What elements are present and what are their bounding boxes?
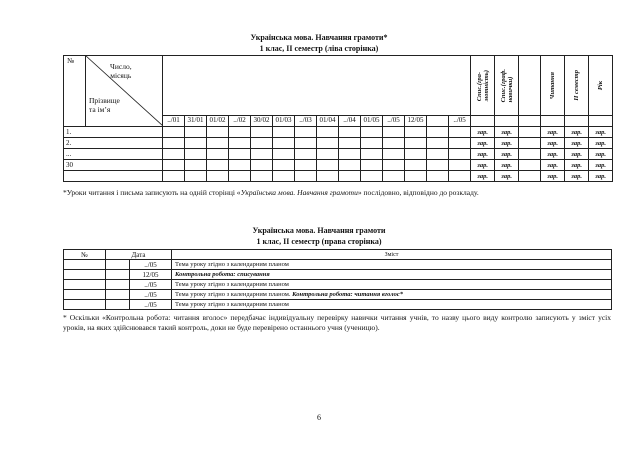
row-number: ... — [64, 149, 163, 160]
summary-cell: зар. — [589, 127, 613, 138]
summary-cell: зар. — [589, 160, 613, 171]
grades-table — [63, 55, 613, 182]
header-diagonal-cell — [86, 56, 163, 127]
grade-cell — [405, 171, 427, 182]
summary-cell — [519, 149, 541, 160]
grade-cell — [251, 138, 273, 149]
table-row — [64, 127, 613, 138]
grade-cell — [383, 149, 405, 160]
header-number-month: Число, місяць — [110, 62, 132, 80]
date-header-empty — [541, 115, 565, 126]
grade-cell — [449, 149, 471, 160]
summary-cell: зар. — [565, 138, 589, 149]
grade-cell — [317, 171, 339, 182]
date-header-cell: ../04 — [339, 115, 361, 126]
row-no-cell — [64, 260, 106, 270]
row-number: 30 — [64, 160, 163, 171]
grade-cell — [163, 171, 185, 182]
grade-cell — [163, 160, 185, 171]
row-number: 1. — [64, 127, 163, 138]
date-header-empty — [519, 115, 541, 126]
summary-cell: зар. — [541, 160, 565, 171]
row-content — [172, 260, 612, 270]
summary-cell: зар. — [471, 138, 495, 149]
date-header-cell: 12/05 — [405, 115, 427, 126]
grade-cell — [405, 138, 427, 149]
grade-cell — [295, 127, 317, 138]
grade-cell — [163, 138, 185, 149]
grade-cell — [383, 171, 405, 182]
row-text: Тема уроку згідно з календарним планом — [175, 280, 289, 288]
header-name: Прізвище та ім’я — [89, 96, 120, 114]
t2-header-content: Зміст — [172, 250, 612, 260]
row-spacer-cell — [106, 290, 130, 300]
summary-cell — [519, 160, 541, 171]
row-no-cell — [64, 270, 106, 280]
list-item — [64, 270, 612, 280]
grade-cell — [185, 149, 207, 160]
row-bold-text: Контрольна робота: списування — [175, 270, 270, 278]
date-header-cell: ../05 — [383, 115, 405, 126]
row-date: 12/05 — [130, 270, 172, 280]
date-header-empty — [589, 115, 613, 126]
grade-cell — [427, 138, 449, 149]
summary-cell: зар. — [495, 171, 519, 182]
grade-cell — [383, 160, 405, 171]
grade-cell — [295, 171, 317, 182]
header-no: № — [64, 56, 86, 127]
row-text: Тема уроку згідно з календарним планом — [175, 300, 289, 308]
summary-cell: зар. — [471, 127, 495, 138]
grade-cell — [405, 149, 427, 160]
t2-header-date: Дата — [106, 250, 172, 260]
grade-cell — [185, 127, 207, 138]
row-content — [172, 300, 612, 310]
grade-cell — [361, 127, 383, 138]
summary-cell — [519, 138, 541, 149]
table-row — [64, 160, 613, 171]
grade-cell — [339, 149, 361, 160]
summary-cell: зар. — [565, 160, 589, 171]
grade-cell — [449, 160, 471, 171]
date-header-cell: 01/02 — [207, 115, 229, 126]
grade-cell — [405, 127, 427, 138]
grade-cell — [273, 127, 295, 138]
grade-cell — [449, 127, 471, 138]
grade-cell — [163, 127, 185, 138]
grade-cell — [339, 160, 361, 171]
grade-cell — [251, 127, 273, 138]
grade-cell — [185, 138, 207, 149]
grade-cell — [449, 138, 471, 149]
date-header-cell: ../01 — [163, 115, 185, 126]
row-content — [172, 270, 612, 280]
list-item — [64, 280, 612, 290]
grade-cell — [273, 171, 295, 182]
row-no-cell — [64, 290, 106, 300]
t2-header-no: № — [64, 250, 106, 260]
row-date: ../05 — [130, 300, 172, 310]
header-empty — [519, 56, 541, 116]
grade-cell — [339, 127, 361, 138]
grade-cell — [229, 138, 251, 149]
grade-cell — [185, 160, 207, 171]
date-header-cell: ../03 — [295, 115, 317, 126]
summary-cell: зар. — [541, 171, 565, 182]
summary-cell: зар. — [589, 138, 613, 149]
list-item — [64, 260, 612, 270]
summary-cell — [519, 127, 541, 138]
row-spacer-cell — [106, 260, 130, 270]
row-spacer-cell — [106, 300, 130, 310]
header-semestr: ІІ семестр — [573, 70, 581, 101]
header-spys-graf: Спис.(граф. навички) — [499, 68, 514, 103]
date-header-cell: 31/01 — [185, 115, 207, 126]
list-item — [64, 300, 612, 310]
grade-cell — [449, 171, 471, 182]
row-date: ../05 — [130, 290, 172, 300]
header-spys: Спис.(гра- мотність) — [475, 69, 490, 102]
page2-title: Українська мова. Навчання грамоти — [252, 226, 386, 235]
content-table — [63, 249, 612, 310]
summary-cell: зар. — [471, 149, 495, 160]
row-spacer-cell — [106, 270, 130, 280]
grade-cell — [361, 138, 383, 149]
date-header-cell: 01/03 — [273, 115, 295, 126]
grade-cell — [295, 149, 317, 160]
grade-cell — [207, 149, 229, 160]
date-header-empty — [471, 115, 495, 126]
summary-cell: зар. — [589, 171, 613, 182]
summary-cell: зар. — [495, 160, 519, 171]
date-header-empty — [565, 115, 589, 126]
grade-cell — [251, 149, 273, 160]
row-text: Тема уроку згідно з календарним планом — [175, 260, 289, 268]
grade-cell — [295, 138, 317, 149]
grade-cell — [163, 149, 185, 160]
grade-cell — [361, 149, 383, 160]
summary-cell: зар. — [565, 171, 589, 182]
grade-cell — [229, 127, 251, 138]
grade-cell — [229, 171, 251, 182]
grade-cell — [427, 171, 449, 182]
grade-cell — [273, 138, 295, 149]
summary-cell: зар. — [541, 127, 565, 138]
grade-cell — [383, 127, 405, 138]
page1-title: Українська мова. Навчання грамоти* — [250, 33, 388, 42]
page-number: 6 — [317, 413, 321, 422]
row-bold-text: Контрольна робота: читання вголос* — [292, 290, 403, 298]
row-spacer-cell — [106, 280, 130, 290]
grade-cell — [295, 160, 317, 171]
date-header-cell: 01/05 — [361, 115, 383, 126]
date-header-cell: 01/04 — [317, 115, 339, 126]
grade-cell — [251, 160, 273, 171]
summary-cell — [519, 171, 541, 182]
grade-cell — [427, 127, 449, 138]
table-row — [64, 171, 613, 182]
footnote-2: * Оскільки «Контрольна робота: читання вголос» передбачає індивідуальну перевірку навички читання учнів, то назву цього виду контролю записують у зміст усіх уроків, на яких здійснювався такий контроль, доки не буде перевірено останнього учня (ученицю). — [63, 313, 611, 332]
row-date: ../05 — [130, 260, 172, 270]
grade-cell — [207, 138, 229, 149]
date-header-cell: 30/02 — [251, 115, 273, 126]
grade-cell — [273, 160, 295, 171]
grade-cell — [427, 149, 449, 160]
row-content — [172, 280, 612, 290]
row-content — [172, 290, 612, 300]
grade-cell — [251, 171, 273, 182]
row-number — [64, 171, 163, 182]
grade-cell — [427, 160, 449, 171]
grade-cell — [207, 171, 229, 182]
row-no-cell — [64, 300, 106, 310]
grade-cell — [339, 171, 361, 182]
summary-cell: зар. — [541, 138, 565, 149]
summary-cell: зар. — [589, 149, 613, 160]
summary-cell: зар. — [565, 127, 589, 138]
grade-cell — [185, 171, 207, 182]
header-chytannia: Читання — [549, 71, 557, 100]
grade-cell — [273, 149, 295, 160]
date-header-cell: ../02 — [229, 115, 251, 126]
footnote-1: *Уроки читання і письма записують на одній сторінці «Українська мова. Навчання грамоти» послідовно, відповідно до розкладу. — [63, 188, 479, 197]
grade-cell — [317, 149, 339, 160]
summary-cell: зар. — [541, 149, 565, 160]
grade-cell — [361, 160, 383, 171]
table-row — [64, 138, 613, 149]
summary-cell: зар. — [471, 171, 495, 182]
date-header-empty — [495, 115, 519, 126]
grade-cell — [361, 171, 383, 182]
summary-cell: зар. — [471, 160, 495, 171]
header-date-blank — [163, 56, 471, 116]
grade-cell — [229, 160, 251, 171]
grade-cell — [405, 160, 427, 171]
row-date: ../05 — [130, 280, 172, 290]
grade-cell — [339, 138, 361, 149]
row-text: Тема уроку згідно з календарним планом. — [175, 290, 293, 298]
grade-cell — [317, 138, 339, 149]
grade-cell — [317, 160, 339, 171]
table-row — [64, 149, 613, 160]
row-no-cell — [64, 280, 106, 290]
summary-cell: зар. — [495, 127, 519, 138]
header-rik: Рік — [597, 80, 605, 90]
row-number: 2. — [64, 138, 163, 149]
summary-cell: зар. — [495, 138, 519, 149]
list-item — [64, 290, 612, 300]
grade-cell — [207, 127, 229, 138]
summary-cell: зар. — [565, 149, 589, 160]
date-header-cell: ../05 — [449, 115, 471, 126]
grade-cell — [383, 138, 405, 149]
page2-subtitle: 1 клас, ІІ семестр (права сторінка) — [256, 237, 382, 246]
grade-cell — [229, 149, 251, 160]
summary-cell: зар. — [495, 149, 519, 160]
grade-cell — [317, 127, 339, 138]
date-header-cell — [427, 115, 449, 126]
page1-subtitle: 1 клас, ІІ семестр (ліва сторінка) — [259, 44, 379, 53]
grade-cell — [207, 160, 229, 171]
